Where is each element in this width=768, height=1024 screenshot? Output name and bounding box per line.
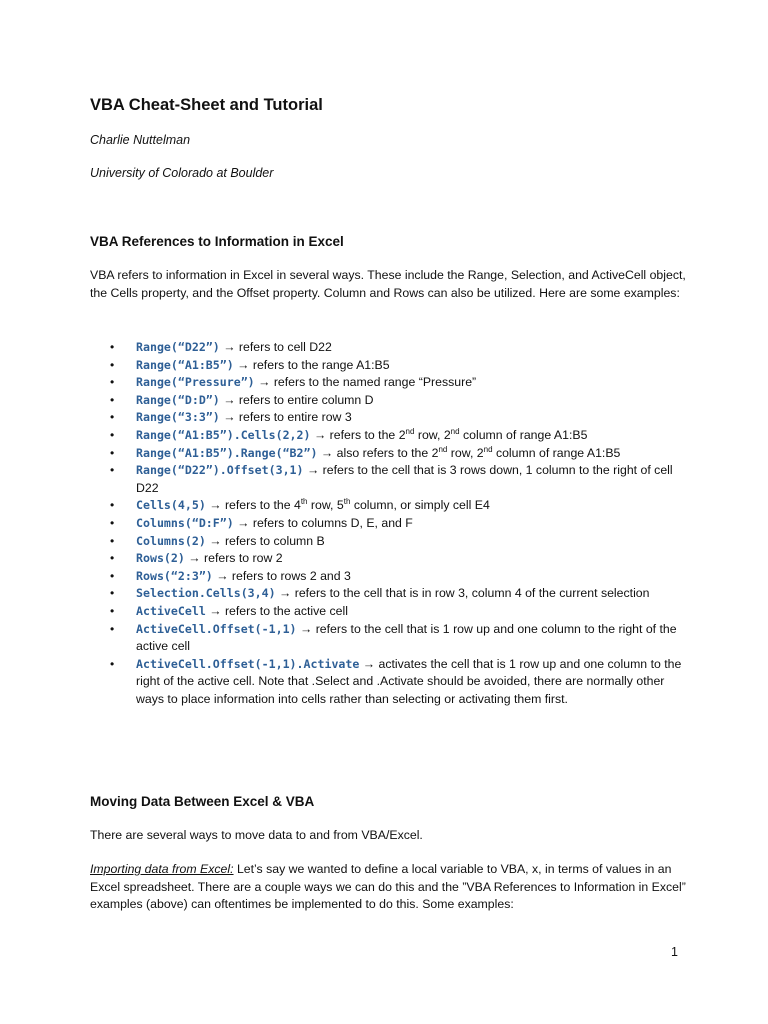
code-snippet: Cells(4,5) xyxy=(136,498,206,513)
reference-examples-list xyxy=(90,339,690,708)
list-item xyxy=(90,392,690,410)
item-description: refers to entire column D xyxy=(238,392,374,407)
list-item xyxy=(90,445,690,463)
bullet-icon: • xyxy=(110,410,115,425)
code-snippet: Range(“D:D”) xyxy=(136,392,220,407)
item-description: refers to cell D22 xyxy=(238,340,332,354)
code-snippet: ActiveCell xyxy=(136,603,206,618)
arrow-icon: → xyxy=(320,445,334,460)
section-intro-moving-data: There are several ways to move data to and from VBA/Excel. xyxy=(90,828,423,842)
arrow-icon: → xyxy=(313,427,327,442)
list-item xyxy=(90,585,690,603)
bullet-icon: • xyxy=(110,375,115,390)
bullet-icon: • xyxy=(110,586,115,601)
list-item xyxy=(90,374,690,392)
bullet-icon: • xyxy=(110,463,115,478)
code-snippet: ActiveCell.Offset(-1,1).Activate xyxy=(136,656,360,671)
item-description: activates the cell that is 1 row up and one column to the right of the active cell. Note that .Select and .Activate should be avoided, there are normally other ways to place information into cells rather than selecting or activating them first. xyxy=(136,656,682,706)
list-item xyxy=(90,550,690,568)
item-description: refers to the cell that is 1 row up and one column to the right of the active cell xyxy=(136,621,677,654)
arrow-icon: → xyxy=(237,515,250,530)
arrow-icon: → xyxy=(188,551,201,566)
bullet-icon: • xyxy=(110,533,115,548)
list-item xyxy=(90,357,690,375)
arrow-icon: → xyxy=(223,410,236,425)
code-snippet: Range(“Pressure”) xyxy=(136,375,255,390)
bullet-icon: • xyxy=(110,392,115,407)
list-item xyxy=(90,656,690,709)
list-item xyxy=(90,462,690,497)
bullet-icon: • xyxy=(110,621,115,636)
arrow-icon: → xyxy=(279,586,292,601)
arrow-icon: → xyxy=(223,392,236,407)
bullet-icon: • xyxy=(110,568,115,583)
section-intro-references: VBA refers to information in Excel in several ways. These include the Range, Selection, and ActiveCell object, the Cells property, and the Offset property. Column and Rows can also be utilized. Here are some examples: xyxy=(90,268,686,300)
item-description: refers to entire row 3 xyxy=(238,410,352,425)
importing-data-paragraph xyxy=(90,861,690,914)
item-description: refers to the 4th row, 5th column, or simply cell E4 xyxy=(224,497,490,513)
arrow-icon: → xyxy=(306,463,320,478)
list-item xyxy=(90,568,690,586)
code-snippet: Range(“A1:B5”) xyxy=(136,357,234,372)
arrow-icon: → xyxy=(299,621,313,636)
item-description: also refers to the 2nd row, 2nd column of range A1:B5 xyxy=(336,444,621,460)
section-heading-moving-data: Moving Data Between Excel & VBA xyxy=(90,794,315,809)
code-snippet: Selection.Cells(3,4) xyxy=(136,586,276,601)
arrow-icon: → xyxy=(223,340,236,354)
arrow-icon: → xyxy=(209,533,222,548)
list-item xyxy=(90,621,690,656)
list-item xyxy=(90,515,690,533)
bullet-icon: • xyxy=(110,551,115,566)
list-item xyxy=(90,533,690,551)
list-item xyxy=(90,409,690,427)
item-description: refers to the 2nd row, 2nd column of range A1:B5 xyxy=(329,426,588,442)
bullet-icon: • xyxy=(110,340,115,354)
code-snippet: Rows(2) xyxy=(136,551,185,566)
arrow-icon: → xyxy=(258,375,271,390)
arrow-icon: → xyxy=(209,498,222,513)
list-item xyxy=(90,427,690,445)
bullet-icon: • xyxy=(110,445,115,460)
importing-data-text: Let’s say we wanted to define a local variable to VBA, x, in terms of values in an Excel spreadsheet. There are a couple ways we can do this and the ”VBA References to Information in Excel” examples (above) can oftentimes be implemented to do this. Some examples: xyxy=(90,862,686,912)
list-item xyxy=(90,339,690,357)
item-description: refers to rows 2 and 3 xyxy=(231,568,351,583)
code-snippet: ActiveCell.Offset(-1,1) xyxy=(136,621,297,636)
author-name: Charlie Nuttelman xyxy=(90,133,191,147)
bullet-icon: • xyxy=(110,515,115,530)
code-snippet: Columns(2) xyxy=(136,533,206,548)
importing-data-label: Importing data from Excel: xyxy=(90,862,234,876)
code-snippet: Rows(“2:3”) xyxy=(136,568,213,583)
page-number: 1 xyxy=(671,945,678,959)
item-description: refers to the active cell xyxy=(224,603,348,618)
arrow-icon: → xyxy=(209,603,222,618)
bullet-icon: • xyxy=(110,656,115,671)
bullet-icon: • xyxy=(110,357,115,372)
bullet-icon: • xyxy=(110,498,115,513)
code-snippet: Range(“D22”) xyxy=(136,340,220,354)
item-description: refers to column B xyxy=(224,533,325,548)
bullet-icon: • xyxy=(110,603,115,618)
author-affiliation: University of Colorado at Boulder xyxy=(90,166,274,180)
item-description: refers to the cell that is 3 rows down, 1 column to the right of cell D22 xyxy=(136,463,673,495)
arrow-icon: → xyxy=(362,656,376,671)
code-snippet: Columns(“D:F”) xyxy=(136,515,234,530)
list-item xyxy=(90,497,690,515)
document-title: VBA Cheat-Sheet and Tutorial xyxy=(90,96,323,114)
code-snippet: Range(“D22”).Offset(3,1) xyxy=(136,463,304,478)
item-description: refers to the cell that is in row 3, column 4 of the current selection xyxy=(294,586,650,601)
item-description: refers to the named range “Pressure” xyxy=(273,375,477,390)
bullet-icon: • xyxy=(110,427,115,442)
arrow-icon: → xyxy=(237,357,250,372)
section-heading-references: VBA References to Information in Excel xyxy=(90,234,344,249)
item-description: refers to row 2 xyxy=(204,551,283,566)
list-item xyxy=(90,603,690,621)
code-snippet: Range(“3:3”) xyxy=(136,410,220,425)
arrow-icon: → xyxy=(216,568,229,583)
code-snippet: Range(“A1:B5”).Range(“B2”) xyxy=(136,445,318,460)
code-snippet: Range(“A1:B5”).Cells(2,2) xyxy=(136,427,311,442)
item-description: refers to columns D, E, and F xyxy=(252,515,413,530)
item-description: refers to the range A1:B5 xyxy=(252,357,390,372)
